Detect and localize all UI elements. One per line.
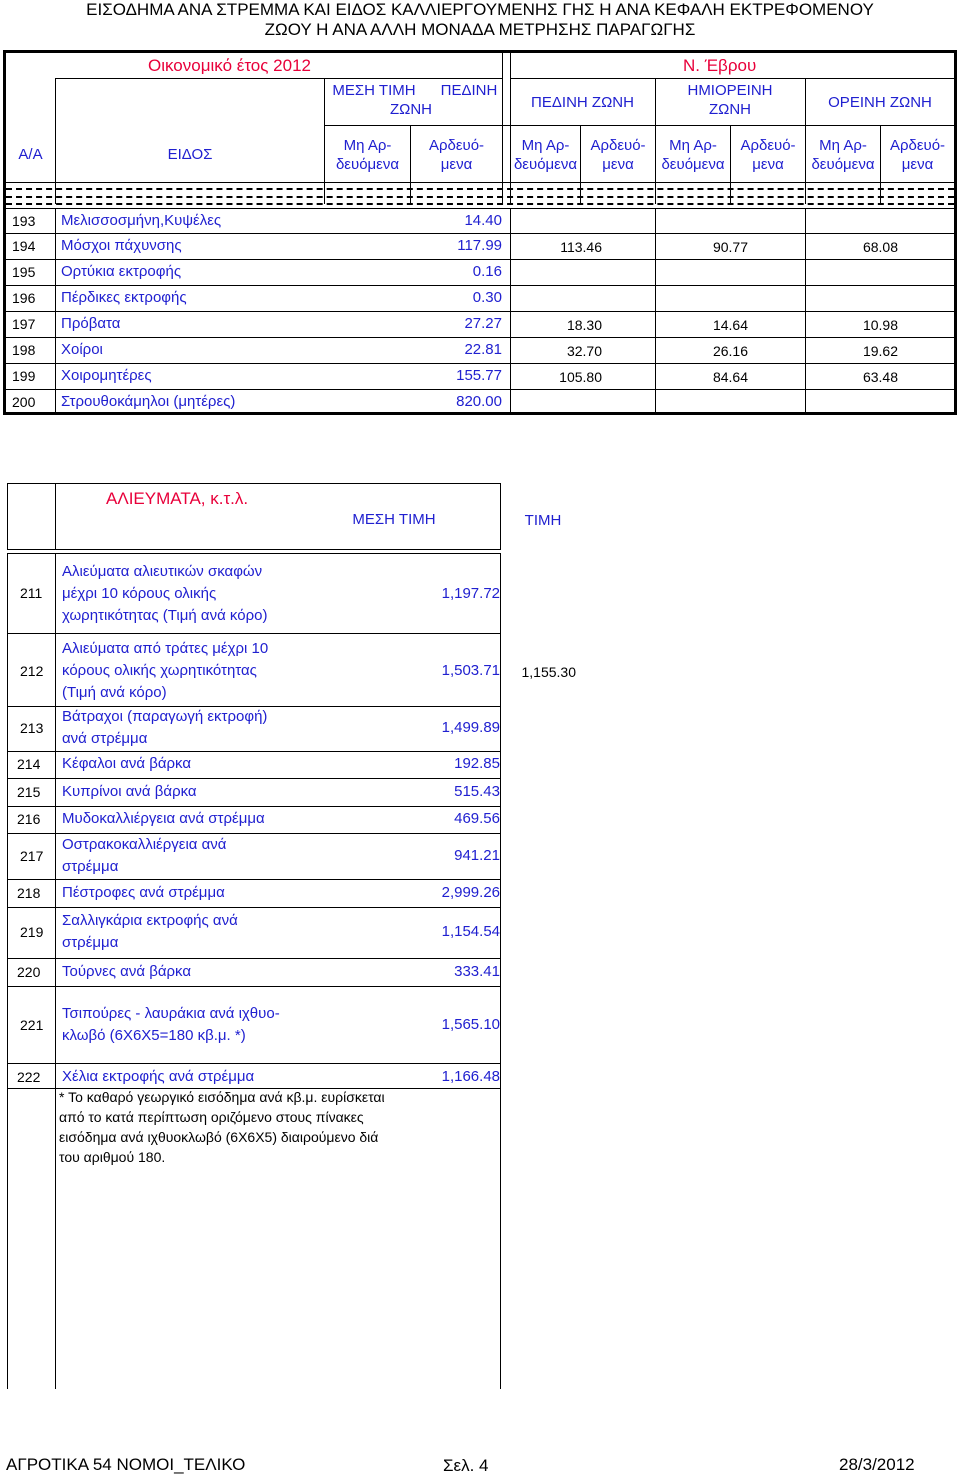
row-aa: 218 [17,885,41,901]
fish-col-mean: ΜΕΣΗ ΤΙΜΗ [352,511,436,528]
row-aa: 193 [12,213,36,229]
row-plain: 113.46 [560,239,602,255]
row-aa: 217 [20,848,44,864]
row-aa: 213 [20,720,44,736]
mean-value-header: ΜΕΣΗ ΤΙΜΗ [332,82,416,99]
row-name: Αλιεύματα αλιευτικών σκαφών [62,563,263,580]
footer-page-number: Σελ. 4 [443,1456,489,1475]
row-name: κλωβό (6Χ6Χ5=180 κβ.μ. *) [62,1027,246,1044]
mountain-zone-header: ΟΡΕΙΝΗ ΖΩΝΗ [828,94,932,111]
semi-mountain-header-zone: ΖΩΝΗ [708,101,752,118]
footnote-line: από το κατά περίπτωση οριζόμενο στους πίνακες [59,1109,364,1125]
row-name: Χοίροι [61,341,103,358]
col-non-irrigated: Μη Αρ- [819,137,867,154]
row-name: Αλιεύματα από τράτες μέχρι 10 [62,640,269,657]
footnote-line: * Το καθαρό γεωργικό εισόδημα ανά κβ.μ. ευρίσκεται [59,1089,385,1105]
row-name: Σαλλιγκάρια εκτροφής ανά [62,912,238,929]
row-mountain: 19.62 [862,343,898,359]
row-aa: 216 [17,811,41,827]
row-name: χωρητικότητας (Τιμή ανά κόρο) [62,607,268,624]
row-plain: 105.80 [559,369,602,385]
row-aa: 219 [20,924,44,940]
row-name: Πρόβατα [61,315,121,332]
row-name: (Τιμή ανά κόρο) [62,684,167,701]
prefecture-name: Ν. Έβρου [683,56,757,75]
row-name: Πέρδικες εκτροφής [61,289,187,306]
row-name: Οστρακοκαλλιέργεια ανά [62,836,227,853]
row-mean: 22.81 [464,341,502,358]
row-aa: 211 [20,585,43,601]
row-mean: 2,999.26 [441,884,500,901]
col-non-irrigated: Μη Αρ- [521,137,570,154]
row-mean: 1,565.10 [441,1016,500,1033]
row-mountain: 68.08 [862,239,898,255]
row-aa: 221 [20,1017,44,1033]
row-mean: 1,499.89 [441,719,500,736]
row-plain: 18.30 [566,317,602,333]
row-aa: 199 [12,368,36,384]
row-mountain: 10.98 [862,317,898,333]
col-non-irrigated-2: δευόμενα [335,156,400,173]
col-irrigated-2: μενα [440,156,473,173]
row-aa: 214 [17,756,41,772]
row-mean: 820.00 [456,393,502,410]
row-aa: 212 [20,663,44,679]
row-semi: 26.16 [712,343,748,359]
row-name: στρέμμα [62,934,119,951]
mean-value-header-zone: ΖΩΝΗ [389,101,433,118]
row-mean: 1,166.48 [441,1068,500,1085]
row-mean: 14.40 [464,212,502,229]
footer-document-name: ΑΓΡΟΤΙΚΑ 54 ΝΟΜΟΙ_ΤΕΛΙΚΟ [6,1455,246,1474]
fiscal-year: Οικονομικό έτος 2012 [148,56,311,75]
row-semi: 90.77 [712,239,748,255]
row-mean: 469.56 [454,810,500,827]
footnote-line: του αριθμού 180. [59,1149,166,1165]
row-name: στρέμμα [62,858,119,875]
row-aa: 198 [12,342,36,358]
col-header-aa: Α/Α [18,146,43,163]
fish-section-title: ΑΛΙΕΥΜΑΤΑ, κ.τ.λ. [106,489,249,508]
row-name: μέχρι 10 κόρους ολικής [62,585,217,602]
row-name: Τούρνες ανά βάρκα [62,963,192,980]
row-mountain: 63.48 [862,369,898,385]
row-name: κόρους ολικής χωρητικότητας [62,662,257,679]
col-non-irrigated-2: δευόμενα [811,156,875,173]
row-name: Στρουθοκάμηλοι (μητέρες) [61,393,236,410]
row-price: 1,155.30 [521,664,576,680]
row-name: Κέφαλοι ανά βάρκα [62,755,192,772]
row-mean: 0.16 [472,263,502,280]
col-header-type: ΕΙΔΟΣ [167,146,213,163]
row-aa: 194 [12,238,36,254]
col-non-irrigated-2: δευόμενα [661,156,725,173]
row-aa: 197 [12,316,36,332]
plain-top-header: ΠΕΔΙΝΗ [440,82,498,99]
row-name: Ορτύκια εκτροφής [61,263,182,280]
row-aa: 222 [17,1069,41,1085]
row-mean: 1,503.71 [441,662,500,679]
page-title-line-2: ΖΩΟΥ Η ΑΝΑ ΑΛΛΗ ΜΟΝΑΔΑ ΜΕΤΡΗΣΗΣ ΠΑΡΑΓΩΓΗΣ [264,20,696,39]
row-mean: 0.30 [472,289,502,306]
row-mean: 515.43 [454,783,500,800]
footer-date: 28/3/2012 [839,1455,915,1474]
row-name: Μόσχοι πάχυνσης [61,237,182,254]
col-non-irrigated-2: δευόμενα [513,156,578,173]
col-non-irrigated: Μη Αρ- [669,137,717,154]
row-mean: 192.85 [454,755,500,772]
col-irrigated: Αρδευό- [740,137,796,154]
row-mean: 1,154.54 [441,923,500,940]
row-name: ανά στρέμμα [62,730,148,747]
row-plain: 32.70 [566,343,602,359]
col-irrigated-2: μενα [752,156,784,173]
row-name: Μυδοκαλλιέργεια ανά στρέμμα [62,810,265,827]
col-irrigated: Αρδευό- [889,137,946,154]
page-title-line-1: ΕΙΣΟΔΗΜΑ ΑΝΑ ΣΤΡΕΜΜΑ ΚΑΙ ΕΙΔΟΣ ΚΑΛΛΙΕΡΓΟΥΜΕΝΗΣ ΓΗΣ Η ΑΝΑ ΚΕΦΑΛΗ ΕΚΤΡΕΦΟΜΕΝΟΥ [86,0,874,19]
row-mean: 941.21 [454,847,500,864]
row-aa: 215 [17,784,41,800]
col-irrigated-2: μενα [901,156,934,173]
row-aa: 220 [17,964,41,980]
row-aa: 196 [12,290,36,306]
row-name: Τσιπούρες - λαυράκια ανά ιχθυο- [62,1005,280,1022]
row-aa: 200 [12,394,36,410]
row-mean: 1,197.72 [441,585,500,602]
row-name: Μελισσοσμήνη,Κυψέλες [61,212,222,229]
row-name: Κυπρίνοι ανά βάρκα [62,783,197,800]
col-irrigated: Αρδευό- [590,137,646,154]
semi-mountain-header: ΗΜΙΟΡΕΙΝΗ [687,82,773,99]
row-mean: 155.77 [456,367,502,384]
fish-col-price: ΤΙΜΗ [524,512,562,529]
row-mean: 27.27 [464,315,502,332]
row-semi: 84.64 [712,369,748,385]
row-aa: 195 [12,264,36,280]
row-semi: 14.64 [712,317,748,333]
row-mean: 333.41 [454,963,500,980]
row-name: Χοιρομητέρες [61,367,152,384]
row-name: Χέλια εκτροφής ανά στρέμμα [62,1068,255,1085]
plain-zone-header: ΠΕΔΙΝΗ ΖΩΝΗ [531,94,634,111]
footnote-line: εισόδημα ανά ιχθυοκλωβό (6Χ6Χ5) διαιρούμενο διά [59,1129,379,1145]
row-name: Πέστροφες ανά στρέμμα [62,884,225,901]
row-name: Βάτραχοι (παραγωγή εκτροφή) [62,708,268,725]
row-mean: 117.99 [457,237,502,254]
col-irrigated: Αρδευό- [428,137,485,154]
col-non-irrigated: Μη Αρ- [343,137,392,154]
col-irrigated-2: μενα [602,156,634,173]
